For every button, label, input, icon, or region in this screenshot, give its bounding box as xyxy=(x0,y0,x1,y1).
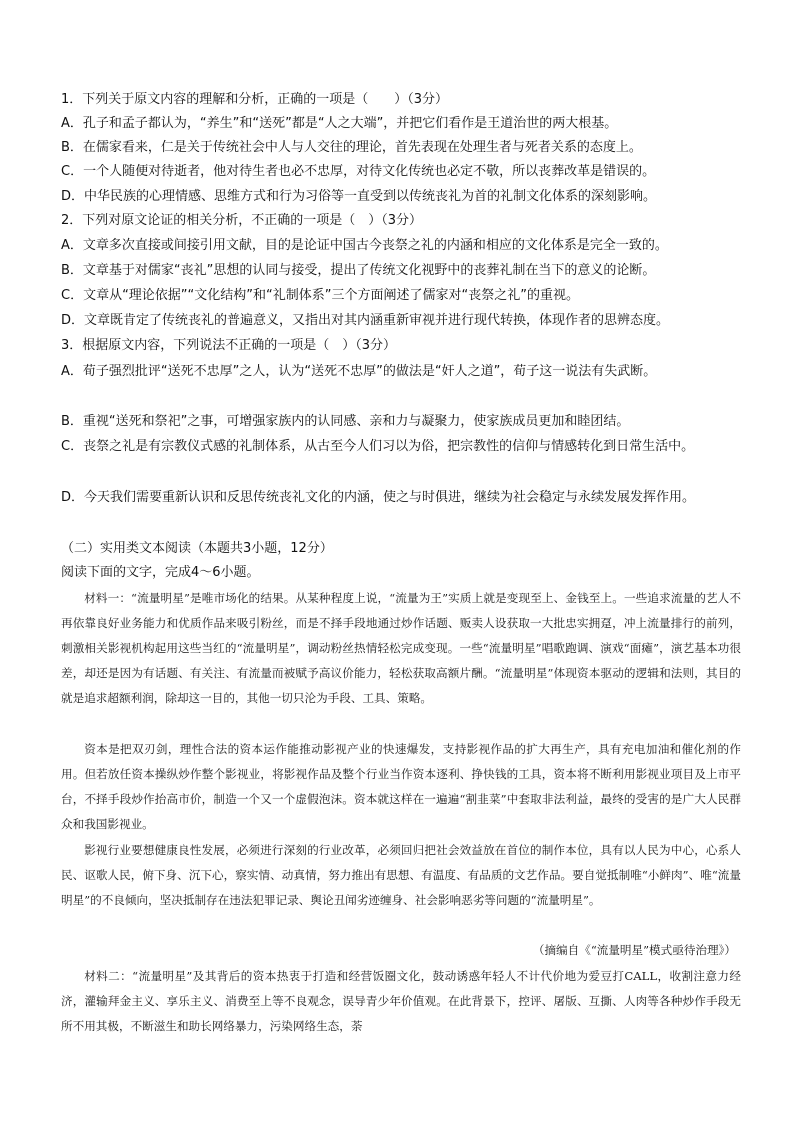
q2-option-a: A．文章多次直接或间接引用文献，目的是论证中国古今丧祭之礼的内涵和相应的文化体系是完全一致的。 xyxy=(61,238,668,253)
q3-option-b: B．重视“送死和祭祀”之事，可增强家族内的认同感、亲和力与凝聚力，使家族成员更加和睦团结。 xyxy=(61,414,630,429)
material1-source: （摘编自《“流量明星”模式亟待治理》） xyxy=(532,943,736,957)
q3-option-c: C．丧祭之礼是有宗教仪式感的礼制体系，从古至今人们习以为俗，把宗教性的信仰与情感转化到日常生活中。 xyxy=(61,439,695,454)
q1-option-d: D．中华民族的心理情感、思维方式和行为习俗等一直受到以传统丧礼为首的礼制文化体系的深刻影响。 xyxy=(61,189,657,204)
q2-option-b: B．文章基于对儒家“丧礼”思想的认同与接受，提出了传统文化视野中的丧葬礼制在当下的意义的论断。 xyxy=(61,263,656,278)
q1-option-c: C．一个人随便对待逝者，他对待生者也必不忠厚，对待文化传统也必定不敬，所以丧葬改革是错误的。 xyxy=(61,164,656,179)
q2-option-d: D．文章既肯定了传统丧礼的普遍意义，又指出对其内涵重新审视并进行现代转换，体现作者的思辨态度。 xyxy=(61,313,670,328)
q1-option-a: A．孔子和孟子都认为，“养生”和“送死”都是“人之大端”，并把它们看作是王道治世的两大根基。 xyxy=(61,116,618,131)
material1-paragraph-1: 材料一：“流量明星”是唯市场化的结果。从某种程度上说，“流量为王”实质上就是变现至上、金钱至上。一些追求流量的艺人不再依靠良好业务能力和优质作品来吸引粉丝，而是不择手段地通过炒作话题、贩卖人设获取一大批忠实拥趸，冲上流量排行的前列，刺激相关影视机构起用这些当红的“流量明星”，调动粉丝热情轻松完成变现。一些“流量明星”唱歌跑调、演戏“面瘫”，演艺基本功很差，却还是因为有话题、有关注、有流量而被赋予高议价能力，轻松获取高额片酬。“流量明星”体现资本驱动的逻辑和法则，其目的就是追求超额利润，除却这一目的，其他一切只沦为手段、工具、策略。 xyxy=(61,591,741,705)
q3-stem: 3．根据原文内容，下列说法不正确的一项是（ ）（3分） xyxy=(61,338,397,353)
material1-paragraph-3: 影视行业要想健康良性发展，必须进行深刻的行业改革，必须回归把社会效益放在首位的制作本位，具有以人民为中心，心系人民、讴歌人民，俯下身、沉下心，察实情、动真情，努力推出有思想、有温度、有品质的文艺作品。要自觉抵制唯“小鲜肉”、唯“流量明星”的不良倾向，坚决抵制存在违法犯罪记录、舆论丑闻劣迹缠身、社会影响恶劣等问题的“流量明星”。 xyxy=(61,843,741,907)
q2-option-c: C．文章从“理论依据”“文化结构”和“礼制体系”三个方面阐述了儒家对“丧祭之礼”的重视。 xyxy=(61,288,579,303)
section-instruction: 阅读下面的文字，完成4～6小题。 xyxy=(61,565,260,580)
q3-option-d: D．今天我们需要重新认识和反思传统丧礼文化的内涵，使之与时俱进，继续为社会稳定与永续发展发挥作用。 xyxy=(61,490,696,505)
material2-paragraph-1: 材料二：“流量明星”及其背后的资本热衷于打造和经营饭圈文化，鼓动诱惑年轻人不计代价地为爱豆打CALL，收割注意力经济，灌输拜金主义、享乐主义、消费至上等不良观念，误导青少年价值观。在此背景下，控评、屠版、互撕、人肉等各种炒作手段无所不用其极，不断滋生和助长网络暴力，污染网络生态，荼 xyxy=(61,969,741,1033)
q2-stem: 2．下列对原文论证的相关分析，不正确的一项是（ ）（3分） xyxy=(61,213,423,228)
q1-stem: 1．下列关于原文内容的理解和分析，正确的一项是（ ）（3分） xyxy=(61,92,449,107)
section-heading: （二）实用类文本阅读（本题共3小题，12分） xyxy=(61,541,333,556)
material1-paragraph-2: 资本是把双刃剑，理性合法的资本运作能推动影视产业的快速爆发，支持影视作品的扩大再生产，具有充电加油和催化剂的作用。但若放任资本操纵炒作整个影视业，将影视作品及整个行业当作资本逐利、挣快钱的工具，资本将不断利用影视业项目及上市平台，不择手段炒作抬高市价，制造一个又一个虚假泡沫。资本就这样在一遍遍“割韭菜”中套取非法利益，最终的受害的是广大人民群众和我国影视业。 xyxy=(61,742,741,831)
q3-option-a: A．荀子强烈批评“送死不忠厚”之人，认为“送死不忠厚”的做法是“奸人之道”，荀子这一说法有失武断。 xyxy=(61,364,657,379)
q1-option-b: B．在儒家看来，仁是关于传统社会中人与人交往的理论，首先表现在处理生者与死者关系的态度上。 xyxy=(61,140,642,155)
